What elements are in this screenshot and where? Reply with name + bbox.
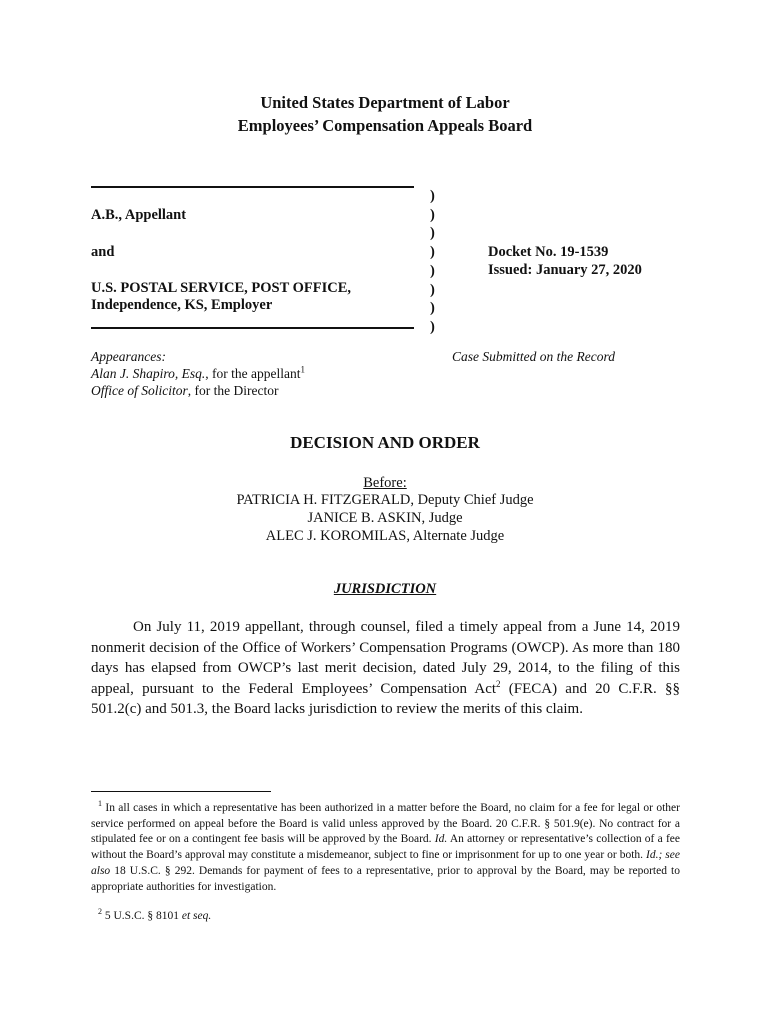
paren: )	[430, 244, 435, 261]
footnote-1-text-b: An attorney or representative’s collection of a fee without the Board’s approval may constitute a misdemeanor, subject to fine or imprisonment for up to one year or both.	[91, 833, 680, 862]
employer-line-1: U.S. POSTAL SERVICE, POST OFFICE,	[91, 280, 352, 296]
paren: )	[430, 225, 435, 242]
employer-line-2: Independence, KS, Employer	[91, 297, 273, 313]
appearance-director	[91, 383, 278, 399]
paren: )	[430, 188, 435, 204]
appellant-name: A.B., Appellant	[91, 207, 187, 223]
jurisdiction-heading-text: JURISDICTION	[333, 581, 437, 597]
judge-1: PATRICIA H. FITZGERALD, Deputy Chief Judge	[236, 492, 534, 508]
footnote-1	[91, 801, 680, 895]
jurisdiction-heading	[0, 581, 770, 598]
paren: )	[430, 281, 435, 298]
paren: )	[430, 318, 435, 335]
footnote-2-citation: et seq.	[181, 910, 212, 922]
footnote-separator	[91, 791, 271, 792]
footnote-2-number: 2	[98, 907, 102, 917]
judge-3: ALEC J. KOROMILAS, Alternate Judge	[265, 528, 505, 544]
footnote-1-number: 1	[98, 799, 102, 809]
paragraph-text-1: On July 11, 2019 appellant, through counsel, filed a timely appeal from a June 14, 2019 nonmerit decision of the Office of Workers’ Compensation Programs (OWCP). As more than 180 days has elapsed from OWCP’s last merit decision, dated July 29, 2014, to the filing of this appeal, pursuant to the Federal Employees’ Compensation Act	[91, 619, 680, 697]
footnote-ref-2[interactable]: 2	[496, 678, 501, 689]
case-submitted-note: Case Submitted on the Record	[452, 349, 615, 364]
footnote-ref-1[interactable]: 1	[300, 364, 305, 375]
footnote-1-citation-2: Id.; see also	[91, 849, 680, 877]
solicitor-name: Office of Solicitor	[91, 383, 188, 398]
agency-title: United States Department of Labor	[260, 93, 510, 112]
judge-2: JANICE B. ASKIN, Judge	[307, 510, 463, 526]
footnote-1-citation-1: Id.	[434, 833, 448, 846]
footnote-1-text-a: In all cases in which a representative has been authorized in a matter before the Board, no claim for a fee for legal or other service performed on appeal before the Board is valid unless approved by the Board. 20 C.F.R. § 501.9(e). No contract for a stipulated fee or on a contingent fee basis will be approved by the Board.	[91, 802, 680, 846]
issued-date: Issued: January 27, 2020	[488, 262, 642, 278]
board-title: Employees’ Compensation Appeals Board	[237, 116, 533, 135]
paren: )	[430, 262, 435, 279]
paren: )	[430, 206, 435, 223]
attorney-name: Alan J. Shapiro, Esq.	[91, 366, 206, 381]
paren: )	[430, 300, 435, 317]
before-label	[0, 475, 770, 492]
jurisdiction-paragraph	[91, 617, 680, 720]
paragraph-text-2: (FECA) and 20 C.F.R. §§ 501.2(c) and 501.3, the Board lacks jurisdiction to review the merits of this claim.	[91, 680, 680, 717]
attorney-role: , for the appellant	[205, 366, 301, 381]
caption-top-rule	[91, 186, 414, 188]
docket-number: Docket No. 19-1539	[488, 244, 609, 260]
footnote-2	[98, 909, 211, 925]
caption-and: and	[91, 244, 115, 260]
decision-title: DECISION AND ORDER	[290, 433, 480, 452]
caption-bottom-rule	[91, 327, 414, 329]
appearances-heading: Appearances:	[91, 349, 166, 364]
appearance-appellant	[91, 366, 305, 382]
solicitor-role: , for the Director	[187, 383, 279, 398]
footnote-2-text: 5 U.S.C. § 8101	[102, 910, 182, 922]
footnote-1-text-c: 18 U.S.C. § 292. Demands for payment of fees to a representative, prior to approval by the Board, may be reported to appropriate authorities for investigation.	[91, 864, 680, 893]
before-text: Before:	[363, 475, 407, 491]
caption-parens	[430, 187, 435, 337]
